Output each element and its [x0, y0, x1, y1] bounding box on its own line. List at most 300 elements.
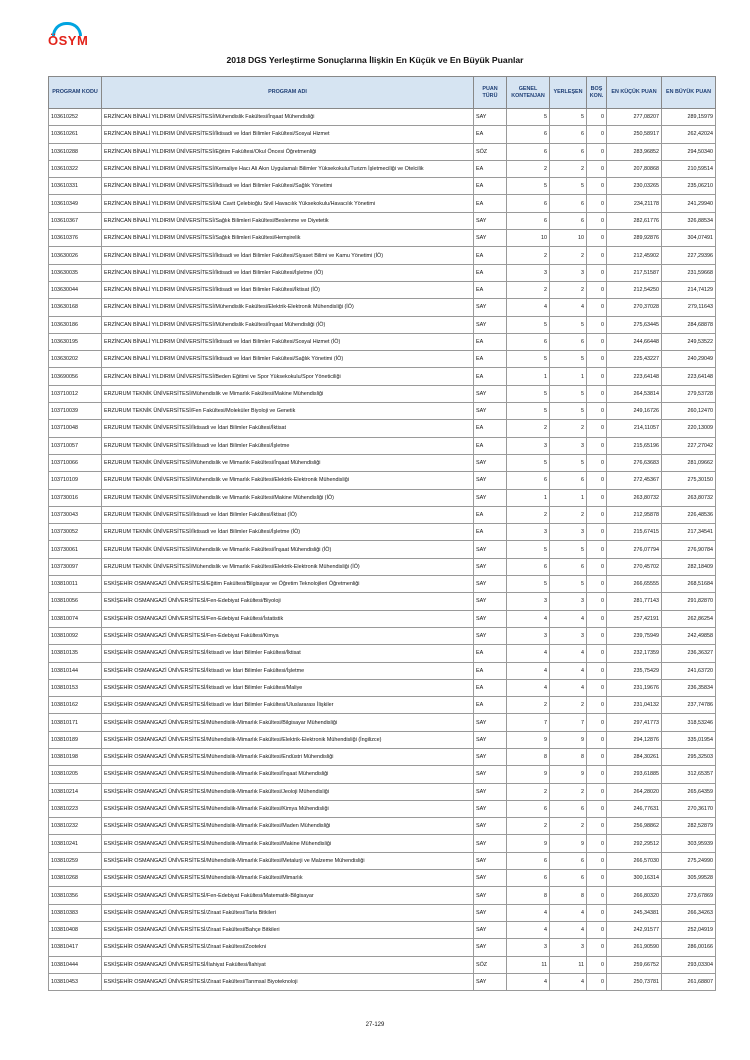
program-name-cell: ESKİŞEHİR OSMANGAZİ ÜNİVERSİTESİ/Fen-Edebiyat Fakültesi/Kimya	[102, 627, 474, 644]
table-row	[49, 230, 716, 247]
placed-cell: 6	[550, 333, 587, 350]
table-row	[49, 852, 716, 869]
program-code-cell: 103810198	[49, 748, 102, 765]
empty-quota-cell: 0	[587, 195, 607, 212]
max-score-cell: 227,29396	[662, 247, 716, 264]
program-code-cell: 103810356	[49, 887, 102, 904]
empty-quota-cell: 0	[587, 593, 607, 610]
score-type-cell: EA	[474, 368, 507, 385]
table-row	[49, 662, 716, 679]
score-type-cell: SAY	[474, 783, 507, 800]
program-code-cell: 103710048	[49, 420, 102, 437]
header-program-name: PROGRAM ADI	[102, 77, 474, 109]
table-row	[49, 697, 716, 714]
max-score-cell: 263,80732	[662, 489, 716, 506]
min-score-cell: 292,29512	[607, 835, 662, 852]
placed-cell: 5	[550, 316, 587, 333]
empty-quota-cell: 0	[587, 420, 607, 437]
max-score-cell: 252,04919	[662, 921, 716, 938]
placed-cell: 3	[550, 939, 587, 956]
max-score-cell: 249,53522	[662, 333, 716, 350]
empty-quota-cell: 0	[587, 333, 607, 350]
table-row	[49, 437, 716, 454]
placed-cell: 6	[550, 212, 587, 229]
quota-cell: 5	[507, 351, 550, 368]
placed-cell: 4	[550, 662, 587, 679]
max-score-cell: 217,34541	[662, 524, 716, 541]
table-row	[49, 541, 716, 558]
score-type-cell: SAY	[474, 766, 507, 783]
program-code-cell: 103810144	[49, 662, 102, 679]
table-row	[49, 800, 716, 817]
score-type-cell: EA	[474, 160, 507, 177]
score-type-cell: SAY	[474, 454, 507, 471]
max-score-cell: 223,64148	[662, 368, 716, 385]
max-score-cell: 286,00166	[662, 939, 716, 956]
table-row	[49, 195, 716, 212]
quota-cell: 5	[507, 109, 550, 126]
table-row	[49, 299, 716, 316]
placed-cell: 3	[550, 627, 587, 644]
score-type-cell: EA	[474, 195, 507, 212]
program-name-cell: ESKİŞEHİR OSMANGAZİ ÜNİVERSİTESİ/Eğitim Fakültesi/Bilgisayar ve Öğretim Teknolojileri Öğretmenliği	[102, 576, 474, 593]
program-code-cell: 103810444	[49, 956, 102, 973]
min-score-cell: 289,92876	[607, 230, 662, 247]
program-code-cell: 103810408	[49, 921, 102, 938]
table-row	[49, 333, 716, 350]
program-name-cell: ERZİNCAN BİNALİ YILDIRIM ÜNİVERSİTESİ/Mühendislik Fakültesi/İnşaat Mühendisliği	[102, 109, 474, 126]
score-type-cell: SAY	[474, 472, 507, 489]
min-score-cell: 234,21178	[607, 195, 662, 212]
program-code-cell: 103810171	[49, 714, 102, 731]
min-score-cell: 263,80732	[607, 489, 662, 506]
max-score-cell: 270,36170	[662, 800, 716, 817]
placed-cell: 8	[550, 748, 587, 765]
program-code-cell: 103810011	[49, 576, 102, 593]
program-code-cell: 103610322	[49, 160, 102, 177]
score-type-cell: EA	[474, 697, 507, 714]
program-name-cell: ERZURUM TEKNİK ÜNİVERSİTESİ/Mühendislik ve Mimarlık Fakültesi/Elektrik-Elektronik Mühendisliği	[102, 472, 474, 489]
program-name-cell: ESKİŞEHİR OSMANGAZİ ÜNİVERSİTESİ/Mühendislik-Mimarlık Fakültesi/Kimya Mühendisliği	[102, 800, 474, 817]
program-code-cell: 103630026	[49, 247, 102, 264]
max-score-cell: 237,74786	[662, 697, 716, 714]
placed-cell: 3	[550, 264, 587, 281]
score-type-cell: EA	[474, 506, 507, 523]
placed-cell: 5	[550, 403, 587, 420]
table-row	[49, 714, 716, 731]
max-score-cell: 242,49858	[662, 627, 716, 644]
min-score-cell: 284,30261	[607, 748, 662, 765]
quota-cell: 9	[507, 766, 550, 783]
header-max-score: EN BÜYÜK PUAN	[662, 77, 716, 109]
program-name-cell: ERZİNCAN BİNALİ YILDIRIM ÜNİVERSİTESİ/Kemaliye Hacı Ali Akın Uygulamalı Bilimler Yüksekokulu/Turizm İşletmeciliği ve Otelcilik	[102, 160, 474, 177]
min-score-cell: 266,57030	[607, 852, 662, 869]
placed-cell: 8	[550, 887, 587, 904]
min-score-cell: 232,17359	[607, 645, 662, 662]
score-type-cell: SAY	[474, 610, 507, 627]
table-row	[49, 939, 716, 956]
placed-cell: 2	[550, 420, 587, 437]
min-score-cell: 215,67415	[607, 524, 662, 541]
quota-cell: 5	[507, 403, 550, 420]
score-type-cell: SAY	[474, 403, 507, 420]
logo-text: ÖSYM	[48, 33, 89, 48]
table-row	[49, 818, 716, 835]
table-row	[49, 351, 716, 368]
max-score-cell: 265,64359	[662, 783, 716, 800]
empty-quota-cell: 0	[587, 437, 607, 454]
table-row	[49, 109, 716, 126]
min-score-cell: 259,66752	[607, 956, 662, 973]
placed-cell: 4	[550, 904, 587, 921]
quota-cell: 1	[507, 368, 550, 385]
program-name-cell: ESKİŞEHİR OSMANGAZİ ÜNİVERSİTESİ/Mühendislik-Mimarlık Fakültesi/İnşaat Mühendisliği	[102, 766, 474, 783]
empty-quota-cell: 0	[587, 748, 607, 765]
quota-cell: 2	[507, 281, 550, 298]
program-name-cell: ESKİŞEHİR OSMANGAZİ ÜNİVERSİTESİ/İktisadi ve İdari Bilimler Fakültesi/İşletme	[102, 662, 474, 679]
quota-cell: 5	[507, 454, 550, 471]
min-score-cell: 282,61776	[607, 212, 662, 229]
quota-cell: 4	[507, 973, 550, 990]
quota-cell: 4	[507, 904, 550, 921]
program-code-cell: 103730016	[49, 489, 102, 506]
program-name-cell: ESKİŞEHİR OSMANGAZİ ÜNİVERSİTESİ/İktisadi ve İdari Bilimler Fakültesi/İktisat	[102, 645, 474, 662]
program-name-cell: ESKİŞEHİR OSMANGAZİ ÜNİVERSİTESİ/Ziraat Fakültesi/Tarımsal Biyoteknoloji	[102, 973, 474, 990]
program-name-cell: ESKİŞEHİR OSMANGAZİ ÜNİVERSİTESİ/Mühendislik-Mimarlık Fakültesi/Metalurji ve Malzeme Mühendisliği	[102, 852, 474, 869]
min-score-cell: 293,61885	[607, 766, 662, 783]
score-type-cell: SAY	[474, 731, 507, 748]
program-name-cell: ERZİNCAN BİNALİ YILDIRIM ÜNİVERSİTESİ/Eğitim Fakültesi/Okul Öncesi Öğretmenliği	[102, 143, 474, 160]
placed-cell: 4	[550, 645, 587, 662]
min-score-cell: 212,45902	[607, 247, 662, 264]
score-type-cell: SAY	[474, 714, 507, 731]
quota-cell: 6	[507, 212, 550, 229]
program-code-cell: 103810214	[49, 783, 102, 800]
placed-cell: 9	[550, 731, 587, 748]
program-name-cell: ESKİŞEHİR OSMANGAZİ ÜNİVERSİTESİ/Mühendislik-Mimarlık Fakültesi/Endüstri Mühendisliği	[102, 748, 474, 765]
table-row	[49, 178, 716, 195]
placed-cell: 2	[550, 247, 587, 264]
table-row	[49, 835, 716, 852]
score-type-cell: EA	[474, 437, 507, 454]
quota-cell: 6	[507, 126, 550, 143]
quota-cell: 9	[507, 731, 550, 748]
empty-quota-cell: 0	[587, 697, 607, 714]
program-code-cell: 103630195	[49, 333, 102, 350]
program-name-cell: ERZİNCAN BİNALİ YILDIRIM ÜNİVERSİTESİ/Mühendislik Fakültesi/Elektrik-Elektronik Mühendisliği (İÖ)	[102, 299, 474, 316]
program-code-cell: 103630202	[49, 351, 102, 368]
quota-cell: 6	[507, 333, 550, 350]
max-score-cell: 266,34263	[662, 904, 716, 921]
quota-cell: 11	[507, 956, 550, 973]
min-score-cell: 275,63445	[607, 316, 662, 333]
min-score-cell: 212,54250	[607, 281, 662, 298]
placed-cell: 5	[550, 109, 587, 126]
table-row	[49, 368, 716, 385]
program-code-cell: 103810189	[49, 731, 102, 748]
program-code-cell: 103810241	[49, 835, 102, 852]
score-type-cell: EA	[474, 247, 507, 264]
placed-cell: 2	[550, 160, 587, 177]
quota-cell: 10	[507, 230, 550, 247]
table-row	[49, 748, 716, 765]
table-row	[49, 126, 716, 143]
max-score-cell: 210,59514	[662, 160, 716, 177]
quota-cell: 8	[507, 887, 550, 904]
placed-cell: 10	[550, 230, 587, 247]
quota-cell: 8	[507, 748, 550, 765]
program-name-cell: ERZURUM TEKNİK ÜNİVERSİTESİ/Mühendislik ve Mimarlık Fakültesi/Makine Mühendisliği (İÖ)	[102, 489, 474, 506]
min-score-cell: 246,77631	[607, 800, 662, 817]
empty-quota-cell: 0	[587, 818, 607, 835]
score-type-cell: SAY	[474, 921, 507, 938]
placed-cell: 3	[550, 593, 587, 610]
program-code-cell: 103810268	[49, 870, 102, 887]
quota-cell: 3	[507, 524, 550, 541]
score-type-cell: SAY	[474, 852, 507, 869]
quota-cell: 2	[507, 160, 550, 177]
table-row	[49, 921, 716, 938]
program-name-cell: ESKİŞEHİR OSMANGAZİ ÜNİVERSİTESİ/Fen-Edebiyat Fakültesi/Matematik-Bilgisayar	[102, 887, 474, 904]
placed-cell: 3	[550, 524, 587, 541]
table-row	[49, 904, 716, 921]
table-row	[49, 281, 716, 298]
min-score-cell: 230,03265	[607, 178, 662, 195]
placed-cell: 5	[550, 385, 587, 402]
quota-cell: 4	[507, 662, 550, 679]
score-type-cell: SAY	[474, 748, 507, 765]
table-row	[49, 420, 716, 437]
placed-cell: 9	[550, 835, 587, 852]
table-row	[49, 627, 716, 644]
score-type-cell: EA	[474, 333, 507, 350]
max-score-cell: 282,18409	[662, 558, 716, 575]
quota-cell: 3	[507, 627, 550, 644]
min-score-cell: 297,41773	[607, 714, 662, 731]
score-type-cell: EA	[474, 264, 507, 281]
placed-cell: 6	[550, 852, 587, 869]
table-row	[49, 610, 716, 627]
score-type-cell: EA	[474, 662, 507, 679]
program-code-cell: 103730061	[49, 541, 102, 558]
min-score-cell: 277,08207	[607, 109, 662, 126]
program-code-cell: 103710057	[49, 437, 102, 454]
min-score-cell: 272,45367	[607, 472, 662, 489]
max-score-cell: 289,15979	[662, 109, 716, 126]
quota-cell: 2	[507, 420, 550, 437]
empty-quota-cell: 0	[587, 489, 607, 506]
empty-quota-cell: 0	[587, 143, 607, 160]
max-score-cell: 295,32503	[662, 748, 716, 765]
max-score-cell: 279,11643	[662, 299, 716, 316]
empty-quota-cell: 0	[587, 887, 607, 904]
quota-cell: 4	[507, 679, 550, 696]
min-score-cell: 244,66448	[607, 333, 662, 350]
min-score-cell: 249,16726	[607, 403, 662, 420]
score-type-cell: SAY	[474, 904, 507, 921]
max-score-cell: 291,82870	[662, 593, 716, 610]
program-name-cell: ESKİŞEHİR OSMANGAZİ ÜNİVERSİTESİ/Mühendislik-Mimarlık Fakültesi/Maden Mühendisliği	[102, 818, 474, 835]
program-name-cell: ERZURUM TEKNİK ÜNİVERSİTESİ/Mühendislik ve Mimarlık Fakültesi/İnşaat Mühendisliği (İÖ)	[102, 541, 474, 558]
max-score-cell: 294,50340	[662, 143, 716, 160]
program-code-cell: 103810383	[49, 904, 102, 921]
program-name-cell: ERZURUM TEKNİK ÜNİVERSİTESİ/Mühendislik ve Mimarlık Fakültesi/İnşaat Mühendisliği	[102, 454, 474, 471]
empty-quota-cell: 0	[587, 645, 607, 662]
max-score-cell: 236,36327	[662, 645, 716, 662]
score-type-cell: SAY	[474, 489, 507, 506]
table-row	[49, 247, 716, 264]
max-score-cell: 227,27042	[662, 437, 716, 454]
empty-quota-cell: 0	[587, 403, 607, 420]
program-code-cell: 103810074	[49, 610, 102, 627]
min-score-cell: 264,53814	[607, 385, 662, 402]
empty-quota-cell: 0	[587, 939, 607, 956]
header-score-type: PUAN TÜRÜ	[474, 77, 507, 109]
placed-cell: 3	[550, 437, 587, 454]
program-code-cell: 103810259	[49, 852, 102, 869]
min-score-cell: 281,77143	[607, 593, 662, 610]
header-program-code: PROGRAM KODU	[49, 77, 102, 109]
program-code-cell: 103610367	[49, 212, 102, 229]
table-row	[49, 264, 716, 281]
min-score-cell: 225,43227	[607, 351, 662, 368]
table-row	[49, 783, 716, 800]
program-code-cell: 103810092	[49, 627, 102, 644]
placed-cell: 4	[550, 679, 587, 696]
program-name-cell: ESKİŞEHİR OSMANGAZİ ÜNİVERSİTESİ/Ziraat Fakültesi/Tarla Bitkileri	[102, 904, 474, 921]
placed-cell: 5	[550, 541, 587, 558]
max-score-cell: 293,03304	[662, 956, 716, 973]
empty-quota-cell: 0	[587, 973, 607, 990]
score-type-cell: SAY	[474, 299, 507, 316]
score-type-cell: SAY	[474, 109, 507, 126]
empty-quota-cell: 0	[587, 178, 607, 195]
quota-cell: 6	[507, 472, 550, 489]
table-row	[49, 956, 716, 973]
table-header-row	[49, 77, 716, 109]
program-name-cell: ERZURUM TEKNİK ÜNİVERSİTESİ/Mühendislik ve Mimarlık Fakültesi/Makine Mühendisliği	[102, 385, 474, 402]
table-row	[49, 316, 716, 333]
results-table	[48, 76, 716, 991]
empty-quota-cell: 0	[587, 714, 607, 731]
program-name-cell: ESKİŞEHİR OSMANGAZİ ÜNİVERSİTESİ/Fen-Edebiyat Fakültesi/Biyoloji	[102, 593, 474, 610]
quota-cell: 7	[507, 714, 550, 731]
max-score-cell: 220,13009	[662, 420, 716, 437]
program-name-cell: ERZİNCAN BİNALİ YILDIRIM ÜNİVERSİTESİ/Sağlık Bilimleri Fakültesi/Hemşirelik	[102, 230, 474, 247]
program-name-cell: ESKİŞEHİR OSMANGAZİ ÜNİVERSİTESİ/Mühendislik-Mimarlık Fakültesi/Makine Mühendisliği	[102, 835, 474, 852]
empty-quota-cell: 0	[587, 351, 607, 368]
program-code-cell: 103710039	[49, 403, 102, 420]
min-score-cell: 207,80868	[607, 160, 662, 177]
min-score-cell: 261,90590	[607, 939, 662, 956]
program-name-cell: ERZİNCAN BİNALİ YILDIRIM ÜNİVERSİTESİ/İktisadi ve İdari Bilimler Fakültesi/Sosyal Hizmet	[102, 126, 474, 143]
program-name-cell: ERZİNCAN BİNALİ YILDIRIM ÜNİVERSİTESİ/İktisadi ve İdari Bilimler Fakültesi/Sağlık Yönetimi	[102, 178, 474, 195]
program-name-cell: ESKİŞEHİR OSMANGAZİ ÜNİVERSİTESİ/Mühendislik-Mimarlık Fakültesi/Jeoloji Mühendisliği	[102, 783, 474, 800]
score-type-cell: SAY	[474, 973, 507, 990]
program-code-cell: 103630186	[49, 316, 102, 333]
empty-quota-cell: 0	[587, 264, 607, 281]
quota-cell: 5	[507, 385, 550, 402]
program-code-cell: 103610288	[49, 143, 102, 160]
table-row	[49, 576, 716, 593]
max-score-cell: 262,42024	[662, 126, 716, 143]
score-type-cell: EA	[474, 679, 507, 696]
placed-cell: 2	[550, 818, 587, 835]
empty-quota-cell: 0	[587, 368, 607, 385]
quota-cell: 4	[507, 921, 550, 938]
program-name-cell: ESKİŞEHİR OSMANGAZİ ÜNİVERSİTESİ/Mühendislik-Mimarlık Fakültesi/Elektrik-Elektronik Mühendisliği (İngilizce)	[102, 731, 474, 748]
empty-quota-cell: 0	[587, 212, 607, 229]
empty-quota-cell: 0	[587, 160, 607, 177]
max-score-cell: 279,53728	[662, 385, 716, 402]
empty-quota-cell: 0	[587, 126, 607, 143]
program-code-cell: 103630035	[49, 264, 102, 281]
max-score-cell: 235,06210	[662, 178, 716, 195]
program-name-cell: ERZİNCAN BİNALİ YILDIRIM ÜNİVERSİTESİ/İktisadi ve İdari Bilimler Fakültesi/Sosyal Hizmet (İÖ)	[102, 333, 474, 350]
min-score-cell: 212,95878	[607, 506, 662, 523]
program-code-cell: 103810162	[49, 697, 102, 714]
quota-cell: 6	[507, 143, 550, 160]
header-placed: YERLEŞEN	[550, 77, 587, 109]
table-row	[49, 766, 716, 783]
score-type-cell: EA	[474, 126, 507, 143]
min-score-cell: 239,75949	[607, 627, 662, 644]
program-name-cell: ERZURUM TEKNİK ÜNİVERSİTESİ/Mühendislik ve Mimarlık Fakültesi/Elektrik-Elektronik Mühendisliği (İÖ)	[102, 558, 474, 575]
table-row	[49, 489, 716, 506]
quota-cell: 2	[507, 247, 550, 264]
score-type-cell: SAY	[474, 593, 507, 610]
table-row	[49, 472, 716, 489]
max-score-cell: 275,30150	[662, 472, 716, 489]
score-type-cell: SAY	[474, 576, 507, 593]
program-code-cell: 103610349	[49, 195, 102, 212]
quota-cell: 4	[507, 645, 550, 662]
min-score-cell: 256,98862	[607, 818, 662, 835]
empty-quota-cell: 0	[587, 800, 607, 817]
program-code-cell: 103810453	[49, 973, 102, 990]
score-type-cell: EA	[474, 178, 507, 195]
table-row	[49, 385, 716, 402]
max-score-cell: 326,88534	[662, 212, 716, 229]
placed-cell: 6	[550, 870, 587, 887]
max-score-cell: 226,48536	[662, 506, 716, 523]
quota-cell: 4	[507, 610, 550, 627]
program-name-cell: ESKİŞEHİR OSMANGAZİ ÜNİVERSİTESİ/Ziraat Fakültesi/Zootekni	[102, 939, 474, 956]
min-score-cell: 276,63683	[607, 454, 662, 471]
placed-cell: 4	[550, 921, 587, 938]
empty-quota-cell: 0	[587, 506, 607, 523]
program-code-cell: 103630044	[49, 281, 102, 298]
empty-quota-cell: 0	[587, 852, 607, 869]
score-type-cell: SÖZ	[474, 143, 507, 160]
program-name-cell: ERZİNCAN BİNALİ YILDIRIM ÜNİVERSİTESİ/Sağlık Bilimleri Fakültesi/Beslenme ve Diyetetik	[102, 212, 474, 229]
empty-quota-cell: 0	[587, 247, 607, 264]
empty-quota-cell: 0	[587, 679, 607, 696]
max-score-cell: 284,68878	[662, 316, 716, 333]
empty-quota-cell: 0	[587, 662, 607, 679]
placed-cell: 1	[550, 368, 587, 385]
empty-quota-cell: 0	[587, 627, 607, 644]
min-score-cell: 257,42191	[607, 610, 662, 627]
score-type-cell: SÖZ	[474, 956, 507, 973]
quota-cell: 6	[507, 558, 550, 575]
score-type-cell: SAY	[474, 558, 507, 575]
score-type-cell: SAY	[474, 627, 507, 644]
quota-cell: 2	[507, 506, 550, 523]
program-name-cell: ESKİŞEHİR OSMANGAZİ ÜNİVERSİTESİ/Ziraat Fakültesi/Bahçe Bitkileri	[102, 921, 474, 938]
program-code-cell: 103610376	[49, 230, 102, 247]
empty-quota-cell: 0	[587, 904, 607, 921]
